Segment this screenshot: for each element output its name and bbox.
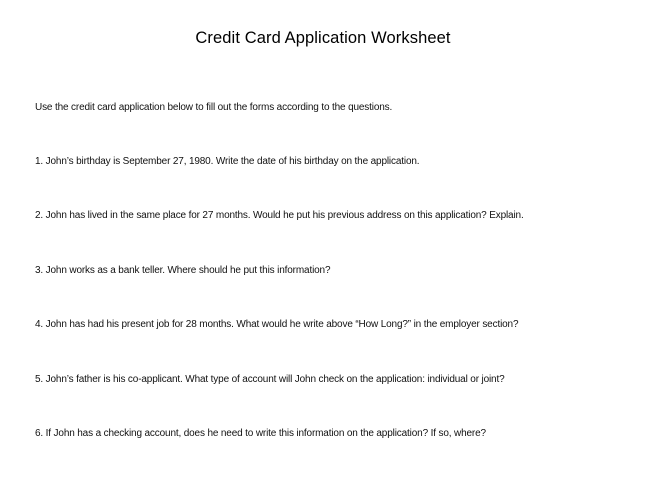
question-4: 4. John has had his present job for 28 months. What would he write above “How Long?” in the employer section? bbox=[35, 319, 519, 330]
instructions-text: Use the credit card application below to fill out the forms according to the questions. bbox=[35, 102, 393, 113]
question-3: 3. John works as a bank teller. Where should he put this information? bbox=[35, 265, 331, 276]
question-2: 2. John has lived in the same place for 27 months. Would he put his previous address on this application? Explain. bbox=[35, 210, 524, 221]
question-5: 5. John’s father is his co-applicant. What type of account will John check on the application: individual or joint? bbox=[35, 374, 505, 385]
question-1: 1. John’s birthday is September 27, 1980. Write the date of his birthday on the application. bbox=[35, 156, 420, 167]
question-6: 6. If John has a checking account, does he need to write this information on the application? If so, where? bbox=[35, 428, 486, 439]
page-title: Credit Card Application Worksheet bbox=[195, 29, 451, 47]
